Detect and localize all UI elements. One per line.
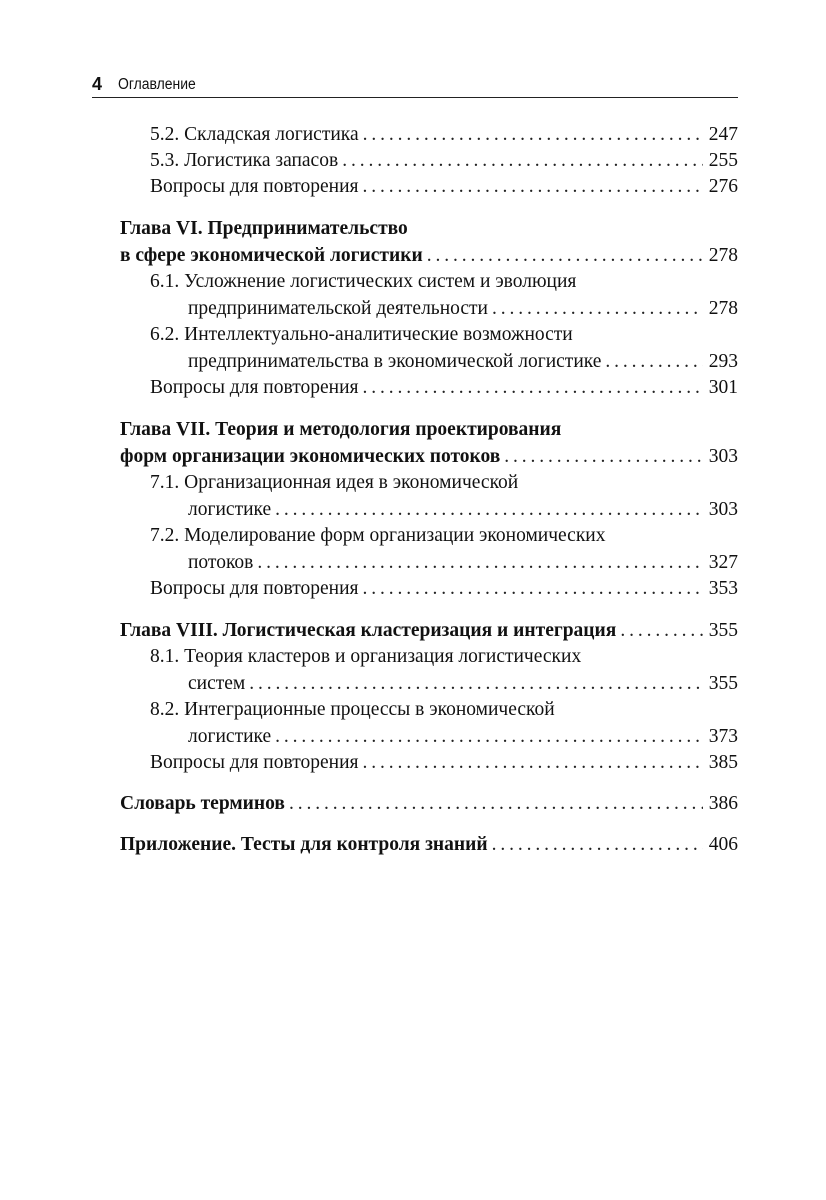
- toc-line: [120, 348, 738, 375]
- toc-page-number: 406: [708, 834, 738, 855]
- toc-line: [120, 791, 738, 817]
- toc-page-number: 355: [708, 620, 738, 641]
- toc-entry-title: 8.2. Интеграционные процессы в экономической: [150, 699, 555, 720]
- toc-entry-review[interactable]: [120, 174, 738, 200]
- toc-line: [120, 549, 738, 576]
- toc-spacer: [120, 200, 738, 216]
- toc-line: [120, 122, 738, 148]
- toc-line: [120, 618, 738, 644]
- toc-line: [120, 375, 738, 401]
- page-number: 4: [92, 74, 103, 94]
- toc-page-number: 276: [708, 176, 738, 197]
- toc-line: [120, 417, 738, 443]
- toc-entry-section[interactable]: [120, 122, 738, 148]
- toc-spacer: [120, 817, 738, 832]
- toc-entry-title: 7.2. Моделирование форм организации экономических: [150, 525, 606, 546]
- dot-leader: [620, 618, 702, 644]
- toc-entry-title: 5.2. Складская логистика: [150, 124, 359, 145]
- toc-entry-chapter[interactable]: [120, 216, 738, 269]
- dot-leader: [362, 174, 702, 200]
- toc-entry-section[interactable]: [120, 523, 738, 576]
- table-of-contents: [120, 122, 738, 858]
- dot-leader: [605, 348, 702, 375]
- toc-page-number: 278: [708, 245, 738, 266]
- dot-leader: [492, 832, 703, 858]
- dot-leader: [249, 670, 702, 697]
- toc-entry-title: Вопросы для повторения: [150, 377, 359, 398]
- dot-leader: [342, 148, 703, 174]
- toc-page-number: 373: [708, 726, 738, 747]
- toc-entry-section[interactable]: [120, 269, 738, 322]
- toc-entry-title: 6.2. Интеллектуально-аналитические возможности: [150, 324, 573, 345]
- toc-page-number: 303: [708, 499, 738, 520]
- toc-entry-review[interactable]: [120, 576, 738, 602]
- toc-line: [120, 470, 738, 496]
- toc-entry-title: форм организации экономических потоков: [120, 446, 501, 467]
- toc-entry-chapter[interactable]: [120, 618, 738, 644]
- toc-line: [120, 523, 738, 549]
- dot-leader: [257, 549, 702, 576]
- toc-entry-title: предпринимательства в экономической логистике: [188, 351, 602, 372]
- toc-entry-title: логистике: [188, 499, 272, 520]
- toc-line: [120, 750, 738, 776]
- toc-entry-title: 7.1. Организационная идея в экономической: [150, 472, 519, 493]
- toc-line: [120, 174, 738, 200]
- dot-leader: [362, 750, 702, 776]
- toc-page-number: 255: [708, 150, 738, 171]
- toc-line: [120, 644, 738, 670]
- toc-entry-title: Глава VII. Теория и методология проектирования: [120, 419, 562, 440]
- toc-entry-section[interactable]: [120, 322, 738, 375]
- toc-entry-title: систем: [188, 673, 246, 694]
- toc-entry-title: потоков: [188, 552, 254, 573]
- running-head: [92, 73, 738, 98]
- toc-line: [120, 269, 738, 295]
- toc-spacer: [120, 401, 738, 417]
- toc-entry-title: Глава VI. Предпринимательство: [120, 218, 408, 239]
- toc-entry-section[interactable]: [120, 148, 738, 174]
- toc-page-number: 327: [708, 552, 738, 573]
- dot-leader: [504, 443, 702, 470]
- dot-leader: [289, 791, 703, 817]
- toc-line: [120, 670, 738, 697]
- toc-spacer: [120, 776, 738, 791]
- toc-line: [120, 576, 738, 602]
- toc-entry-title: Вопросы для повторения: [150, 176, 359, 197]
- dot-leader: [275, 496, 703, 523]
- toc-line: [120, 242, 738, 269]
- toc-line: [120, 443, 738, 470]
- toc-spacer: [120, 602, 738, 618]
- toc-page-number: 385: [708, 752, 738, 773]
- dot-leader: [363, 122, 703, 148]
- toc-entry-title: Вопросы для повторения: [150, 578, 359, 599]
- toc-line: [120, 496, 738, 523]
- toc-line: [120, 832, 738, 858]
- dot-leader: [362, 576, 702, 602]
- toc-entry-chapter[interactable]: [120, 832, 738, 858]
- toc-page-number: 247: [708, 124, 738, 145]
- toc-line: [120, 697, 738, 723]
- toc-entry-title: Вопросы для повторения: [150, 752, 359, 773]
- toc-entry-chapter[interactable]: [120, 417, 738, 470]
- dot-leader: [427, 242, 703, 269]
- toc-page-number: 293: [708, 351, 738, 372]
- toc-entry-title: 5.3. Логистика запасов: [150, 150, 339, 171]
- dot-leader: [492, 295, 703, 322]
- toc-entry-title: логистике: [188, 726, 272, 747]
- toc-line: [120, 148, 738, 174]
- toc-line: [120, 322, 738, 348]
- dot-leader: [362, 375, 702, 401]
- running-head-title: Оглавление: [118, 76, 196, 93]
- toc-line: [120, 723, 738, 750]
- toc-page-number: 353: [708, 578, 738, 599]
- toc-entry-title: Глава VIII. Логистическая кластеризация и интеграция: [120, 620, 617, 641]
- toc-entry-section[interactable]: [120, 470, 738, 523]
- toc-page-number: 278: [708, 298, 738, 319]
- toc-page-number: 355: [708, 673, 738, 694]
- toc-page-number: 386: [708, 793, 738, 814]
- toc-entry-title: 8.1. Теория кластеров и организация логистических: [150, 646, 582, 667]
- toc-entry-title: Приложение. Тесты для контроля знаний: [120, 834, 488, 855]
- toc-entry-section[interactable]: [120, 644, 738, 697]
- dot-leader: [275, 723, 703, 750]
- toc-entry-title: 6.1. Усложнение логистических систем и эволюция: [150, 271, 577, 292]
- toc-line: [120, 295, 738, 322]
- toc-entry-review[interactable]: [120, 750, 738, 776]
- toc-entry-chapter[interactable]: [120, 791, 738, 817]
- toc-entry-title: предпринимательской деятельности: [188, 298, 488, 319]
- toc-page-number: 303: [708, 446, 738, 467]
- toc-entry-review[interactable]: [120, 375, 738, 401]
- toc-entry-title: в сфере экономической логистики: [120, 245, 423, 266]
- toc-entry-section[interactable]: [120, 697, 738, 750]
- toc-entry-title: Словарь терминов: [120, 793, 285, 814]
- toc-line: [120, 216, 738, 242]
- toc-page-number: 301: [708, 377, 738, 398]
